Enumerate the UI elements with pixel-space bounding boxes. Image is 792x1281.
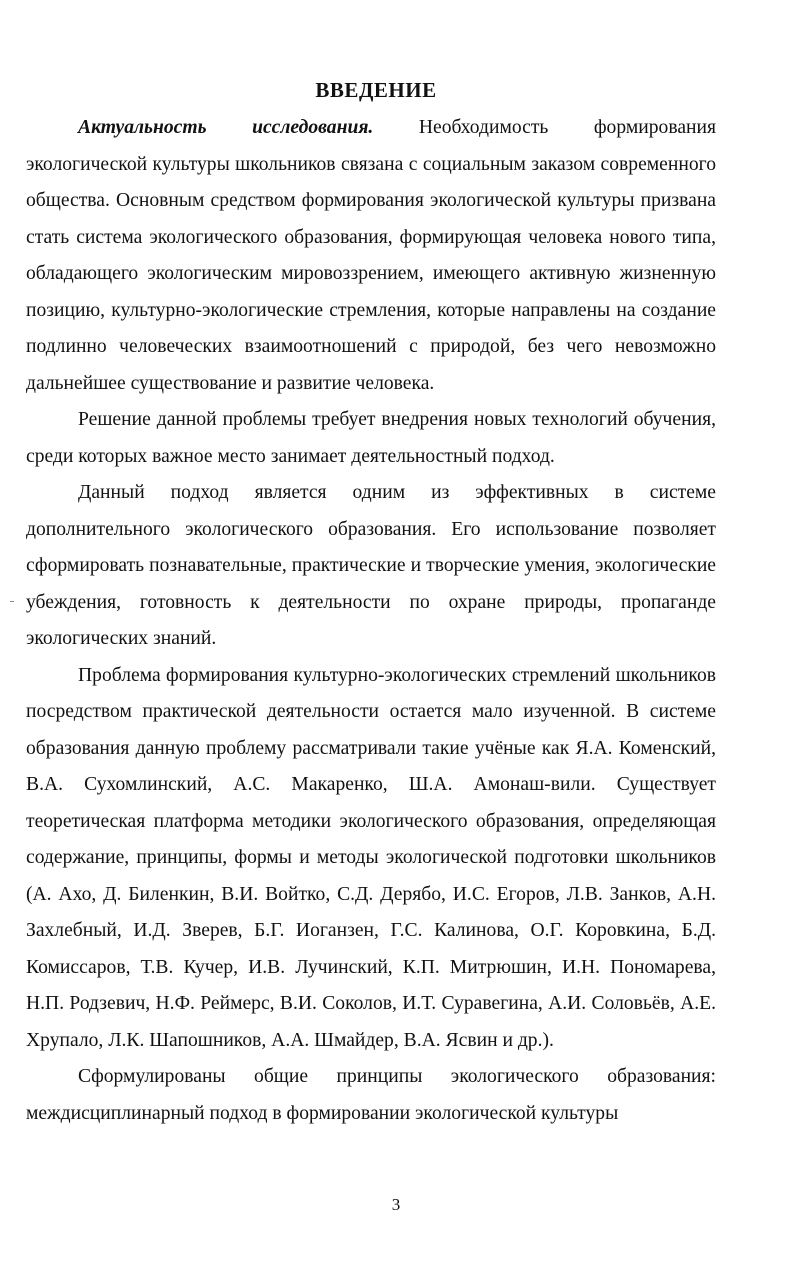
page-number: 3 <box>391 1195 401 1214</box>
paragraph-approach: Данный подход является одним из эффективных в системе дополнительного экологического образования. Его использование позволяет сформировать познавательные, практические и творческие умения, экологические убеждения, готовность к деятельности по охране природы, пропаганде экологических знаний. <box>26 482 716 649</box>
paragraph-text: Необходимость формирования экологической культуры школьников связана с социальным заказом современного общества. Основным средством формирования экологической культуры призвана стать система экологического образования, формирующая человека нового типа, обладающего экологическим мировоззрением, имеющего активную жизненную позицию, культурно-экологические стремления, которые направлены на создание подлинно человеческих взаимоотношений с природой, без чего невозможно дальнейшее существование и развитие человека. <box>26 117 716 394</box>
paragraph-relevance <box>26 110 716 402</box>
paragraph-principles: Сформулированы общие принципы экологического образования: междисциплинарный подход в формировании экологической культуры <box>26 1066 716 1124</box>
document-page <box>26 78 716 1132</box>
margin-mark <box>10 601 14 602</box>
paragraph-lead: Актуальность исследования. <box>78 117 374 138</box>
page-title: ВВЕДЕНИЕ <box>315 78 437 102</box>
paragraph-research-state: Проблема формирования культурно-экологических стремлений школьников посредством практической деятельности остается мало изученной. В системе образования данную проблему рассматривали такие учёные как Я.А. Коменский, В.А. Сухомлинский, А.С. Макаренко, Ш.А. Амонаш-вили. Существует теоретическая платформа методики экологического образования, определяющая содержание, принципы, формы и методы экологической подготовки школьников (А. Ахо, Д. Биленкин, В.И. Войтко, С.Д. Дерябо, И.С. Егоров, Л.В. Занков, А.Н. Захлебный, И.Д. Зверев, Б.Г. Иоганзен, Г.С. Калинова, О.Г. Коровкина, Б.Д. Комиссаров, Т.В. Кучер, И.В. Лучинский, К.П. Митрюшин, И.Н. Пономарева, Н.П. Родзевич, Н.Ф. Реймерс, В.И. Соколов, И.Т. Суравегина, А.И. Соловьёв, А.Е. Хрупало, Л.К. Шапошников, А.А. Шмайдер, В.А. Ясвин и др.). <box>26 664 716 1051</box>
paragraph-problem-solution: Решение данной проблемы требует внедрения новых технологий обучения, среди которых важное место занимает деятельностный подход. <box>26 409 716 467</box>
